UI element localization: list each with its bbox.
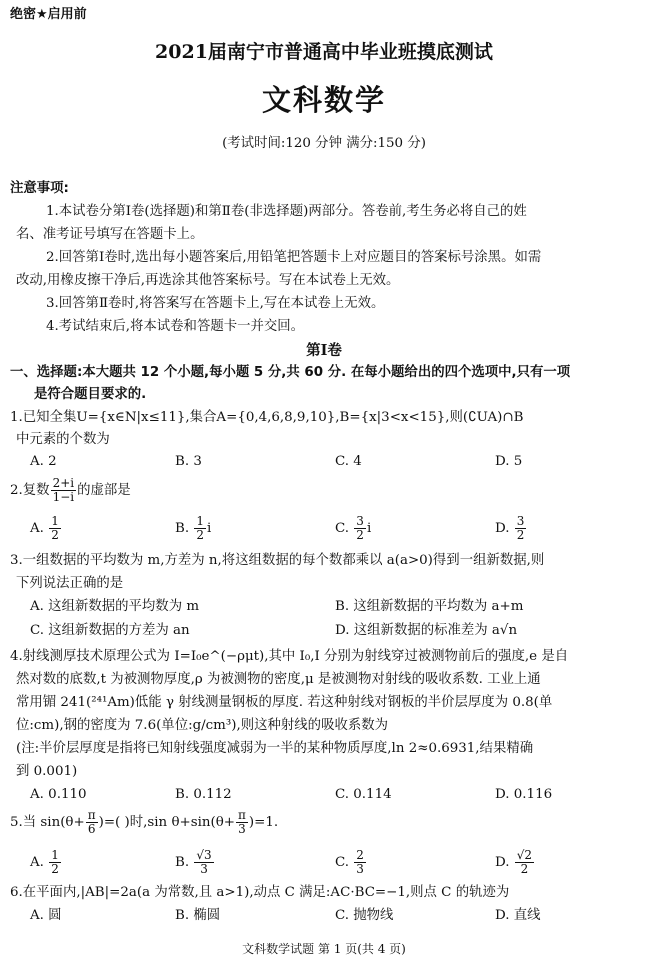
q2-d-num: 3 bbox=[516, 514, 525, 528]
q5-pi6-num: π bbox=[87, 808, 96, 822]
q5-c-den: 3 bbox=[356, 862, 364, 876]
section-instruction-b: 是符合题目要求的. bbox=[34, 387, 147, 402]
q4-line-6: 到 0.001) bbox=[16, 764, 78, 779]
q3-option-b: B. 这组新数据的平均数为 a+m bbox=[335, 599, 524, 614]
q2-stem bbox=[10, 476, 131, 506]
q2-c-frac bbox=[354, 515, 366, 542]
q2-c-den: 2 bbox=[356, 528, 364, 542]
q2-d-frac bbox=[515, 515, 527, 542]
q2-option-b bbox=[175, 514, 211, 544]
q2-b-suffix: i bbox=[207, 521, 212, 536]
q4-line-3: 常用镅 241(²⁴¹Am)低能 γ 射线测量钢板的厚度. 若这种射线对钢板的半价层厚度为 0.8(单 bbox=[16, 695, 553, 710]
q5-frac-pi3 bbox=[236, 809, 248, 836]
q5-c-frac bbox=[354, 849, 366, 876]
q6-option-a: A. 圆 bbox=[30, 908, 62, 923]
q1-option-b: B. 3 bbox=[175, 454, 202, 469]
q2-c-suffix: i bbox=[366, 521, 372, 536]
q5-option-d bbox=[495, 848, 535, 878]
q5-pi3-den: 3 bbox=[238, 822, 246, 836]
q5-d-frac bbox=[515, 849, 534, 876]
q3-option-c: C. 这组新数据的方差为 an bbox=[30, 623, 190, 638]
notice-item-1b: 名、准考证号填写在答题卡上。 bbox=[16, 227, 204, 242]
notice-item-2a: 2.回答第Ⅰ卷时,选出每小题答案后,用铅笔把答题卡上对应题目的答案标号涂黑。如需 bbox=[46, 250, 542, 265]
q2-frac-den: 1−i bbox=[52, 490, 75, 504]
q5-option-b bbox=[175, 848, 215, 878]
q5-stem bbox=[10, 808, 278, 838]
q2-frac-num: 2+i bbox=[52, 476, 75, 490]
q2-a-label: A. bbox=[30, 521, 44, 536]
q1-option-d: D. 5 bbox=[495, 454, 523, 469]
q2-d-den: 2 bbox=[516, 528, 525, 542]
q2-option-d bbox=[495, 514, 527, 544]
q5-stem-mid: )=( )时,sin θ+sin(θ+ bbox=[98, 815, 236, 830]
q5-b-frac bbox=[194, 849, 213, 876]
exam-title: 2021届南宁市普通高中毕业班摸底测试 bbox=[155, 41, 493, 63]
exam-time-info: (考试时间:120 分钟 满分:150 分) bbox=[222, 136, 426, 151]
q5-d-num: √2 bbox=[516, 848, 533, 862]
q5-a-den: 2 bbox=[51, 862, 59, 876]
q2-b-frac bbox=[194, 515, 206, 542]
notice-item-3: 3.回答第Ⅱ卷时,将答案写在答题卡上,写在本试卷上无效。 bbox=[46, 296, 385, 311]
q1-option-a: A. 2 bbox=[30, 454, 57, 469]
notice-item-1a: 1.本试卷分第Ⅰ卷(选择题)和第Ⅱ卷(非选择题)两部分。答卷前,考生务必将自己的姓 bbox=[46, 204, 527, 219]
q4-option-a: A. 0.110 bbox=[30, 787, 87, 802]
q5-pi6-den: 6 bbox=[87, 822, 96, 836]
q5-b-den: 3 bbox=[200, 862, 208, 876]
q4-option-c: C. 0.114 bbox=[335, 787, 392, 802]
q5-stem-post: )=1. bbox=[248, 815, 279, 830]
q1-option-c: C. 4 bbox=[335, 454, 362, 469]
q5-a-label: A. bbox=[30, 855, 44, 870]
q3-stem-b: 下列说法正确的是 bbox=[16, 576, 124, 591]
q2-a-num: 1 bbox=[51, 514, 59, 528]
q2-b-den: 2 bbox=[196, 528, 205, 542]
section-instruction-a: 一、选择题:本大题共 12 个小题,每小题 5 分,共 60 分. 在每小题给出的四个选项中,只有一项 bbox=[10, 365, 571, 380]
q5-option-a bbox=[30, 848, 62, 878]
q5-stem-pre: 5.当 sin(θ+ bbox=[10, 815, 85, 830]
q2-a-frac bbox=[49, 515, 61, 542]
section-title: 第Ⅰ卷 bbox=[306, 342, 342, 359]
q2-stem-pre: 2.复数 bbox=[10, 483, 50, 498]
q2-fraction bbox=[51, 477, 77, 504]
q2-a-den: 2 bbox=[51, 528, 59, 542]
page-footer: 文科数学试题 第 1 页(共 4 页) bbox=[242, 942, 406, 956]
notice-heading: 注意事项: bbox=[10, 181, 69, 196]
q2-b-label: B. bbox=[175, 521, 190, 536]
q5-b-num: √3 bbox=[196, 848, 212, 862]
q2-d-label: D. bbox=[495, 521, 510, 536]
q1-stem-a: 1.已知全集U={x∈N|x≤11},集合A={0,4,6,8,9,10},B={x|3<x<15},则(∁UA)∩B bbox=[10, 410, 524, 425]
q5-c-num: 2 bbox=[356, 848, 364, 862]
q2-stem-post: 的虚部是 bbox=[77, 483, 131, 498]
q2-b-num: 1 bbox=[196, 514, 205, 528]
q5-option-c bbox=[335, 848, 367, 878]
q2-c-label: C. bbox=[335, 521, 350, 536]
q3-stem-a: 3.一组数据的平均数为 m,方差为 n,将这组数据的每个数都乘以 a(a>0)得到一组新数据,则 bbox=[10, 553, 545, 568]
q4-option-d: D. 0.116 bbox=[495, 787, 553, 802]
q5-b-label: B. bbox=[175, 855, 190, 870]
q2-option-a bbox=[30, 514, 62, 544]
q5-d-label: D. bbox=[495, 855, 510, 870]
q3-option-a: A. 这组新数据的平均数为 m bbox=[30, 599, 200, 614]
q2-c-num: 3 bbox=[356, 514, 364, 528]
q3-option-d: D. 这组新数据的标准差为 a√n bbox=[335, 623, 518, 638]
q5-pi3-num: π bbox=[238, 808, 246, 822]
secret-label: 绝密★启用前 bbox=[10, 7, 87, 22]
q1-stem-b: 中元素的个数为 bbox=[16, 432, 110, 447]
notice-item-2b: 改动,用橡皮擦干净后,再选涂其他答案标号。写在本试卷上无效。 bbox=[16, 273, 400, 288]
q5-c-label: C. bbox=[335, 855, 350, 870]
q6-option-b: B. 椭圆 bbox=[175, 908, 221, 923]
subject-title: 文科数学 bbox=[261, 83, 386, 117]
q2-option-c bbox=[335, 514, 371, 544]
q4-option-b: B. 0.112 bbox=[175, 787, 232, 802]
q4-line-2: 然对数的底数,t 为被测物厚度,ρ 为被测物的密度,μ 是被测物对射线的吸收系数. 工业上通 bbox=[16, 672, 541, 687]
q5-d-den: 2 bbox=[520, 862, 529, 876]
q5-a-num: 1 bbox=[51, 848, 59, 862]
q5-frac-pi6 bbox=[86, 809, 98, 836]
q6-option-d: D. 直线 bbox=[495, 908, 541, 923]
q6-stem: 6.在平面内,|AB|=2a(a 为常数,且 a>1),动点 C 满足:AC·BC=−1,则点 C 的轨迹为 bbox=[10, 885, 510, 900]
q4-line-1: 4.射线测厚技术原理公式为 I=I₀e^(−ρμt),其中 I₀,I 分别为射线穿过被测物前后的强度,e 是自 bbox=[10, 649, 569, 664]
notice-item-4: 4.考试结束后,将本试卷和答题卡一并交回。 bbox=[46, 319, 305, 334]
q6-option-c: C. 抛物线 bbox=[335, 908, 394, 923]
q4-line-5: (注:半价层厚度是指将已知射线强度减弱为一半的某种物质厚度,ln 2≈0.6931,结果精确 bbox=[16, 741, 534, 756]
q5-a-frac bbox=[49, 849, 61, 876]
q4-line-4: 位:cm),钢的密度为 7.6(单位:g/cm³),则这种射线的吸收系数为 bbox=[16, 718, 389, 733]
